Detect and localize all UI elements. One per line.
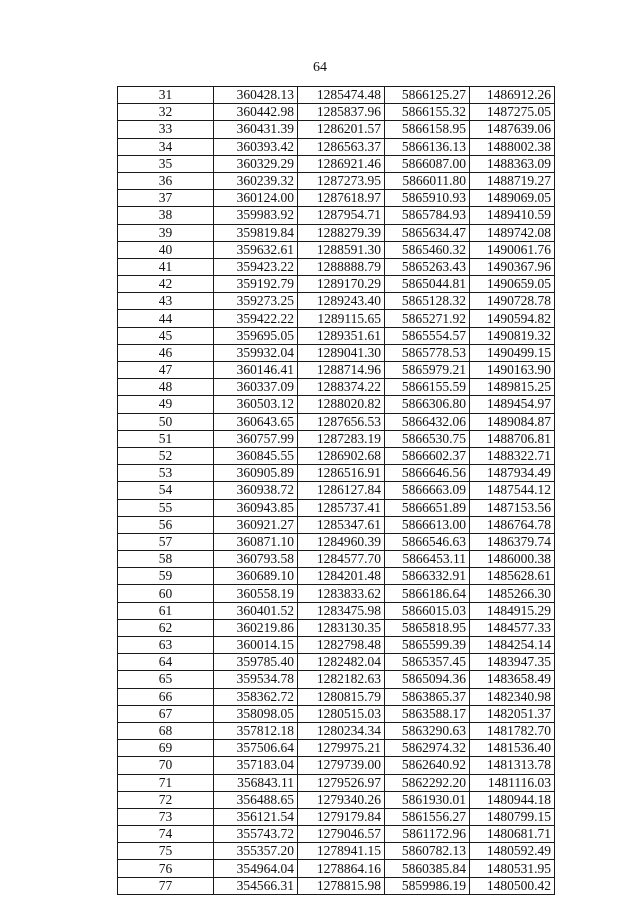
table-row bbox=[118, 258, 555, 275]
coord-x1-cell: 354566.31 bbox=[214, 877, 298, 894]
coord-x1-cell: 359695.05 bbox=[214, 327, 298, 344]
coord-x1-cell: 360757.99 bbox=[214, 430, 298, 447]
table-row bbox=[118, 121, 555, 138]
coord-y2-cell: 1488706.81 bbox=[470, 430, 555, 447]
coord-x2-cell: 5862974.32 bbox=[385, 740, 470, 757]
point-number-cell: 31 bbox=[118, 87, 214, 104]
table-row bbox=[118, 671, 555, 688]
coord-x1-cell: 360124.00 bbox=[214, 190, 298, 207]
coord-y1-cell: 1287656.53 bbox=[298, 413, 385, 430]
point-number-cell: 76 bbox=[118, 860, 214, 877]
point-number-cell: 36 bbox=[118, 172, 214, 189]
table-row bbox=[118, 774, 555, 791]
point-number-cell: 77 bbox=[118, 877, 214, 894]
coord-y2-cell: 1490061.76 bbox=[470, 241, 555, 258]
coord-x1-cell: 356488.65 bbox=[214, 791, 298, 808]
coord-x2-cell: 5866158.95 bbox=[385, 121, 470, 138]
coord-y2-cell: 1488002.38 bbox=[470, 138, 555, 155]
coord-x2-cell: 5861172.96 bbox=[385, 826, 470, 843]
table-row bbox=[118, 104, 555, 121]
table-row bbox=[118, 413, 555, 430]
coord-y1-cell: 1285837.96 bbox=[298, 104, 385, 121]
point-number-cell: 57 bbox=[118, 533, 214, 550]
coord-x1-cell: 360689.10 bbox=[214, 568, 298, 585]
coord-x1-cell: 360921.27 bbox=[214, 516, 298, 533]
coord-y2-cell: 1489084.87 bbox=[470, 413, 555, 430]
coord-x1-cell: 358362.72 bbox=[214, 688, 298, 705]
coord-x2-cell: 5865634.47 bbox=[385, 224, 470, 241]
coord-y1-cell: 1286902.68 bbox=[298, 447, 385, 464]
coord-y1-cell: 1278864.16 bbox=[298, 860, 385, 877]
coord-y2-cell: 1489454.97 bbox=[470, 396, 555, 413]
coord-y1-cell: 1283475.98 bbox=[298, 602, 385, 619]
table-row bbox=[118, 516, 555, 533]
table-row bbox=[118, 705, 555, 722]
point-number-cell: 51 bbox=[118, 430, 214, 447]
table-row bbox=[118, 396, 555, 413]
coord-y1-cell: 1286516.91 bbox=[298, 465, 385, 482]
coord-x1-cell: 360239.32 bbox=[214, 172, 298, 189]
coord-y2-cell: 1481313.78 bbox=[470, 757, 555, 774]
point-number-cell: 68 bbox=[118, 722, 214, 739]
coord-x1-cell: 360503.12 bbox=[214, 396, 298, 413]
point-number-cell: 69 bbox=[118, 740, 214, 757]
coord-y2-cell: 1484577.33 bbox=[470, 619, 555, 636]
point-number-cell: 34 bbox=[118, 138, 214, 155]
coord-y2-cell: 1480799.15 bbox=[470, 808, 555, 825]
point-number-cell: 70 bbox=[118, 757, 214, 774]
coord-x1-cell: 359785.40 bbox=[214, 654, 298, 671]
coord-y1-cell: 1279179.84 bbox=[298, 808, 385, 825]
table-row bbox=[118, 465, 555, 482]
coord-x2-cell: 5866602.37 bbox=[385, 447, 470, 464]
coord-y1-cell: 1288020.82 bbox=[298, 396, 385, 413]
coord-y1-cell: 1289041.30 bbox=[298, 344, 385, 361]
coord-y2-cell: 1483658.49 bbox=[470, 671, 555, 688]
coord-x1-cell: 360428.13 bbox=[214, 87, 298, 104]
coord-y2-cell: 1490819.32 bbox=[470, 327, 555, 344]
coord-y1-cell: 1287618.97 bbox=[298, 190, 385, 207]
coord-x2-cell: 5865128.32 bbox=[385, 293, 470, 310]
table-row bbox=[118, 87, 555, 104]
table-row bbox=[118, 379, 555, 396]
coord-x1-cell: 360014.15 bbox=[214, 637, 298, 654]
coord-x2-cell: 5865271.92 bbox=[385, 310, 470, 327]
coord-y1-cell: 1288714.96 bbox=[298, 362, 385, 379]
coord-x1-cell: 360845.55 bbox=[214, 447, 298, 464]
coord-y2-cell: 1483947.35 bbox=[470, 654, 555, 671]
table-row bbox=[118, 619, 555, 636]
coord-y2-cell: 1486379.74 bbox=[470, 533, 555, 550]
coord-x1-cell: 355357.20 bbox=[214, 843, 298, 860]
point-number-cell: 52 bbox=[118, 447, 214, 464]
coord-x2-cell: 5866530.75 bbox=[385, 430, 470, 447]
coord-y1-cell: 1279739.00 bbox=[298, 757, 385, 774]
coord-x2-cell: 5865460.32 bbox=[385, 241, 470, 258]
coord-y1-cell: 1287954.71 bbox=[298, 207, 385, 224]
point-number-cell: 55 bbox=[118, 499, 214, 516]
point-number-cell: 46 bbox=[118, 344, 214, 361]
table-row bbox=[118, 826, 555, 843]
coordinates-table bbox=[117, 86, 555, 895]
coord-x2-cell: 5865357.45 bbox=[385, 654, 470, 671]
coord-x1-cell: 359983.92 bbox=[214, 207, 298, 224]
coord-x2-cell: 5865044.81 bbox=[385, 276, 470, 293]
point-number-cell: 44 bbox=[118, 310, 214, 327]
point-number-cell: 60 bbox=[118, 585, 214, 602]
coord-x1-cell: 359273.25 bbox=[214, 293, 298, 310]
coord-y2-cell: 1487275.05 bbox=[470, 104, 555, 121]
coord-x2-cell: 5863290.63 bbox=[385, 722, 470, 739]
coord-x2-cell: 5866453.11 bbox=[385, 551, 470, 568]
coord-y1-cell: 1279975.21 bbox=[298, 740, 385, 757]
point-number-cell: 56 bbox=[118, 516, 214, 533]
table-row bbox=[118, 241, 555, 258]
coord-y1-cell: 1285474.48 bbox=[298, 87, 385, 104]
coord-x1-cell: 360793.58 bbox=[214, 551, 298, 568]
point-number-cell: 67 bbox=[118, 705, 214, 722]
coord-x2-cell: 5866332.91 bbox=[385, 568, 470, 585]
coord-y1-cell: 1286127.84 bbox=[298, 482, 385, 499]
coord-y2-cell: 1487544.12 bbox=[470, 482, 555, 499]
coord-y2-cell: 1481536.40 bbox=[470, 740, 555, 757]
coord-y2-cell: 1482340.98 bbox=[470, 688, 555, 705]
table-row bbox=[118, 808, 555, 825]
coord-y2-cell: 1490163.90 bbox=[470, 362, 555, 379]
coord-x2-cell: 5866432.06 bbox=[385, 413, 470, 430]
coord-y2-cell: 1490499.15 bbox=[470, 344, 555, 361]
coord-y2-cell: 1486764.78 bbox=[470, 516, 555, 533]
coord-y2-cell: 1480681.71 bbox=[470, 826, 555, 843]
table-row bbox=[118, 482, 555, 499]
coord-y1-cell: 1282482.04 bbox=[298, 654, 385, 671]
coord-x2-cell: 5865910.93 bbox=[385, 190, 470, 207]
coord-x1-cell: 360643.65 bbox=[214, 413, 298, 430]
coord-y2-cell: 1488719.27 bbox=[470, 172, 555, 189]
table-row bbox=[118, 327, 555, 344]
coord-y1-cell: 1280234.34 bbox=[298, 722, 385, 739]
table-row bbox=[118, 740, 555, 757]
coord-x2-cell: 5863865.37 bbox=[385, 688, 470, 705]
point-number-cell: 38 bbox=[118, 207, 214, 224]
coord-x1-cell: 359534.78 bbox=[214, 671, 298, 688]
coord-x2-cell: 5861930.01 bbox=[385, 791, 470, 808]
coord-x1-cell: 360943.85 bbox=[214, 499, 298, 516]
coord-y1-cell: 1283833.62 bbox=[298, 585, 385, 602]
table-row bbox=[118, 722, 555, 739]
coord-y2-cell: 1488363.09 bbox=[470, 155, 555, 172]
point-number-cell: 59 bbox=[118, 568, 214, 585]
coord-x2-cell: 5865784.93 bbox=[385, 207, 470, 224]
coord-x2-cell: 5866011.80 bbox=[385, 172, 470, 189]
coord-y2-cell: 1488322.71 bbox=[470, 447, 555, 464]
point-number-cell: 65 bbox=[118, 671, 214, 688]
coord-x2-cell: 5866646.56 bbox=[385, 465, 470, 482]
coord-y2-cell: 1486000.38 bbox=[470, 551, 555, 568]
coord-x1-cell: 355743.72 bbox=[214, 826, 298, 843]
coord-x1-cell: 360905.89 bbox=[214, 465, 298, 482]
coord-y2-cell: 1485628.61 bbox=[470, 568, 555, 585]
table-row bbox=[118, 447, 555, 464]
coord-x1-cell: 360938.72 bbox=[214, 482, 298, 499]
coord-x1-cell: 360401.52 bbox=[214, 602, 298, 619]
coord-y1-cell: 1278941.15 bbox=[298, 843, 385, 860]
coord-x1-cell: 356121.54 bbox=[214, 808, 298, 825]
table-row bbox=[118, 654, 555, 671]
coord-x2-cell: 5865263.43 bbox=[385, 258, 470, 275]
coord-x2-cell: 5859986.19 bbox=[385, 877, 470, 894]
table-row bbox=[118, 172, 555, 189]
coord-y2-cell: 1480944.18 bbox=[470, 791, 555, 808]
coord-x1-cell: 360431.39 bbox=[214, 121, 298, 138]
coord-x1-cell: 359632.61 bbox=[214, 241, 298, 258]
coord-x1-cell: 359819.84 bbox=[214, 224, 298, 241]
coord-x2-cell: 5863588.17 bbox=[385, 705, 470, 722]
coord-y1-cell: 1280515.03 bbox=[298, 705, 385, 722]
table-row bbox=[118, 190, 555, 207]
coord-y1-cell: 1282182.63 bbox=[298, 671, 385, 688]
point-number-cell: 73 bbox=[118, 808, 214, 825]
coord-x1-cell: 360337.09 bbox=[214, 379, 298, 396]
coord-y1-cell: 1286563.37 bbox=[298, 138, 385, 155]
coord-x2-cell: 5866136.13 bbox=[385, 138, 470, 155]
table-row bbox=[118, 843, 555, 860]
coord-y2-cell: 1489410.59 bbox=[470, 207, 555, 224]
table-row bbox=[118, 637, 555, 654]
coord-x2-cell: 5865979.21 bbox=[385, 362, 470, 379]
table-row bbox=[118, 362, 555, 379]
point-number-cell: 72 bbox=[118, 791, 214, 808]
coord-y2-cell: 1480531.95 bbox=[470, 860, 555, 877]
point-number-cell: 71 bbox=[118, 774, 214, 791]
coord-x2-cell: 5866613.00 bbox=[385, 516, 470, 533]
coord-x1-cell: 360442.98 bbox=[214, 104, 298, 121]
coord-x1-cell: 357183.04 bbox=[214, 757, 298, 774]
coord-x1-cell: 360393.42 bbox=[214, 138, 298, 155]
table-row bbox=[118, 344, 555, 361]
coord-x1-cell: 356843.11 bbox=[214, 774, 298, 791]
coord-x2-cell: 5862292.20 bbox=[385, 774, 470, 791]
table-row bbox=[118, 293, 555, 310]
point-number-cell: 47 bbox=[118, 362, 214, 379]
point-number-cell: 32 bbox=[118, 104, 214, 121]
table-row bbox=[118, 276, 555, 293]
coord-y2-cell: 1480592.49 bbox=[470, 843, 555, 860]
point-number-cell: 48 bbox=[118, 379, 214, 396]
coord-x2-cell: 5862640.92 bbox=[385, 757, 470, 774]
coord-x2-cell: 5861556.27 bbox=[385, 808, 470, 825]
coord-y1-cell: 1289351.61 bbox=[298, 327, 385, 344]
point-number-cell: 37 bbox=[118, 190, 214, 207]
coord-y1-cell: 1285737.41 bbox=[298, 499, 385, 516]
point-number-cell: 61 bbox=[118, 602, 214, 619]
coord-y2-cell: 1487934.49 bbox=[470, 465, 555, 482]
coord-y1-cell: 1289170.29 bbox=[298, 276, 385, 293]
coord-y2-cell: 1484915.29 bbox=[470, 602, 555, 619]
table-row bbox=[118, 551, 555, 568]
coord-x1-cell: 357812.18 bbox=[214, 722, 298, 739]
table-row bbox=[118, 757, 555, 774]
coord-y1-cell: 1282798.48 bbox=[298, 637, 385, 654]
table-row bbox=[118, 860, 555, 877]
coord-y1-cell: 1280815.79 bbox=[298, 688, 385, 705]
coord-x2-cell: 5866651.89 bbox=[385, 499, 470, 516]
coord-y1-cell: 1283130.35 bbox=[298, 619, 385, 636]
table-row bbox=[118, 602, 555, 619]
point-number-cell: 35 bbox=[118, 155, 214, 172]
table-row bbox=[118, 207, 555, 224]
coord-y2-cell: 1485266.30 bbox=[470, 585, 555, 602]
coord-x2-cell: 5866155.59 bbox=[385, 379, 470, 396]
coord-y2-cell: 1482051.37 bbox=[470, 705, 555, 722]
coord-x2-cell: 5865599.39 bbox=[385, 637, 470, 654]
page-number: 64 bbox=[313, 60, 327, 75]
table-row bbox=[118, 430, 555, 447]
coord-y1-cell: 1284201.48 bbox=[298, 568, 385, 585]
point-number-cell: 41 bbox=[118, 258, 214, 275]
coord-y1-cell: 1286921.46 bbox=[298, 155, 385, 172]
coord-y1-cell: 1284960.39 bbox=[298, 533, 385, 550]
coord-y1-cell: 1288374.22 bbox=[298, 379, 385, 396]
table-row bbox=[118, 138, 555, 155]
table-row bbox=[118, 499, 555, 516]
coord-x1-cell: 360329.29 bbox=[214, 155, 298, 172]
coord-x1-cell: 358098.05 bbox=[214, 705, 298, 722]
table-row bbox=[118, 791, 555, 808]
coord-y2-cell: 1481116.03 bbox=[470, 774, 555, 791]
point-number-cell: 43 bbox=[118, 293, 214, 310]
table-row bbox=[118, 310, 555, 327]
point-number-cell: 54 bbox=[118, 482, 214, 499]
coord-x1-cell: 360871.10 bbox=[214, 533, 298, 550]
coord-y1-cell: 1278815.98 bbox=[298, 877, 385, 894]
coord-x2-cell: 5866155.32 bbox=[385, 104, 470, 121]
coord-y1-cell: 1288888.79 bbox=[298, 258, 385, 275]
coord-x2-cell: 5865094.36 bbox=[385, 671, 470, 688]
coord-y1-cell: 1289243.40 bbox=[298, 293, 385, 310]
point-number-cell: 53 bbox=[118, 465, 214, 482]
coord-y2-cell: 1489815.25 bbox=[470, 379, 555, 396]
coord-x2-cell: 5866125.27 bbox=[385, 87, 470, 104]
coordinates-table-body bbox=[118, 87, 555, 895]
coord-y2-cell: 1490367.96 bbox=[470, 258, 555, 275]
point-number-cell: 40 bbox=[118, 241, 214, 258]
coord-y1-cell: 1279340.26 bbox=[298, 791, 385, 808]
coord-y2-cell: 1486912.26 bbox=[470, 87, 555, 104]
coord-y1-cell: 1284577.70 bbox=[298, 551, 385, 568]
coord-x2-cell: 5866663.09 bbox=[385, 482, 470, 499]
coord-x1-cell: 359422.22 bbox=[214, 310, 298, 327]
coord-y1-cell: 1279046.57 bbox=[298, 826, 385, 843]
point-number-cell: 50 bbox=[118, 413, 214, 430]
table-row bbox=[118, 585, 555, 602]
coord-x1-cell: 357506.64 bbox=[214, 740, 298, 757]
coord-y1-cell: 1289115.65 bbox=[298, 310, 385, 327]
table-row bbox=[118, 155, 555, 172]
coord-x1-cell: 354964.04 bbox=[214, 860, 298, 877]
coord-y1-cell: 1288279.39 bbox=[298, 224, 385, 241]
point-number-cell: 45 bbox=[118, 327, 214, 344]
coord-x2-cell: 5866306.80 bbox=[385, 396, 470, 413]
point-number-cell: 62 bbox=[118, 619, 214, 636]
coord-y2-cell: 1490659.05 bbox=[470, 276, 555, 293]
coord-y2-cell: 1481782.70 bbox=[470, 722, 555, 739]
coord-y1-cell: 1288591.30 bbox=[298, 241, 385, 258]
point-number-cell: 64 bbox=[118, 654, 214, 671]
table-row bbox=[118, 568, 555, 585]
coord-y1-cell: 1279526.97 bbox=[298, 774, 385, 791]
point-number-cell: 39 bbox=[118, 224, 214, 241]
point-number-cell: 49 bbox=[118, 396, 214, 413]
coord-y1-cell: 1287283.19 bbox=[298, 430, 385, 447]
coord-y1-cell: 1287273.95 bbox=[298, 172, 385, 189]
point-number-cell: 75 bbox=[118, 843, 214, 860]
point-number-cell: 58 bbox=[118, 551, 214, 568]
coord-x1-cell: 360558.19 bbox=[214, 585, 298, 602]
coord-x1-cell: 360146.41 bbox=[214, 362, 298, 379]
coord-y2-cell: 1487639.06 bbox=[470, 121, 555, 138]
coord-x2-cell: 5866015.03 bbox=[385, 602, 470, 619]
coord-y2-cell: 1484254.14 bbox=[470, 637, 555, 654]
point-number-cell: 42 bbox=[118, 276, 214, 293]
coord-y1-cell: 1286201.57 bbox=[298, 121, 385, 138]
point-number-cell: 74 bbox=[118, 826, 214, 843]
coord-x2-cell: 5860782.13 bbox=[385, 843, 470, 860]
coord-y2-cell: 1489069.05 bbox=[470, 190, 555, 207]
coord-x2-cell: 5865778.53 bbox=[385, 344, 470, 361]
coord-y1-cell: 1285347.61 bbox=[298, 516, 385, 533]
coord-x2-cell: 5866546.63 bbox=[385, 533, 470, 550]
table-row bbox=[118, 877, 555, 894]
coord-y2-cell: 1480500.42 bbox=[470, 877, 555, 894]
coord-y2-cell: 1489742.08 bbox=[470, 224, 555, 241]
coord-x2-cell: 5866186.64 bbox=[385, 585, 470, 602]
coord-x1-cell: 359932.04 bbox=[214, 344, 298, 361]
point-number-cell: 33 bbox=[118, 121, 214, 138]
coord-x2-cell: 5865554.57 bbox=[385, 327, 470, 344]
table-row bbox=[118, 688, 555, 705]
coord-x2-cell: 5860385.84 bbox=[385, 860, 470, 877]
coord-y2-cell: 1487153.56 bbox=[470, 499, 555, 516]
coord-x1-cell: 359192.79 bbox=[214, 276, 298, 293]
coord-x1-cell: 359423.22 bbox=[214, 258, 298, 275]
coord-x1-cell: 360219.86 bbox=[214, 619, 298, 636]
point-number-cell: 63 bbox=[118, 637, 214, 654]
point-number-cell: 66 bbox=[118, 688, 214, 705]
table-row bbox=[118, 224, 555, 241]
coord-x2-cell: 5866087.00 bbox=[385, 155, 470, 172]
coord-x2-cell: 5865818.95 bbox=[385, 619, 470, 636]
coord-y2-cell: 1490728.78 bbox=[470, 293, 555, 310]
coord-y2-cell: 1490594.82 bbox=[470, 310, 555, 327]
table-row bbox=[118, 533, 555, 550]
